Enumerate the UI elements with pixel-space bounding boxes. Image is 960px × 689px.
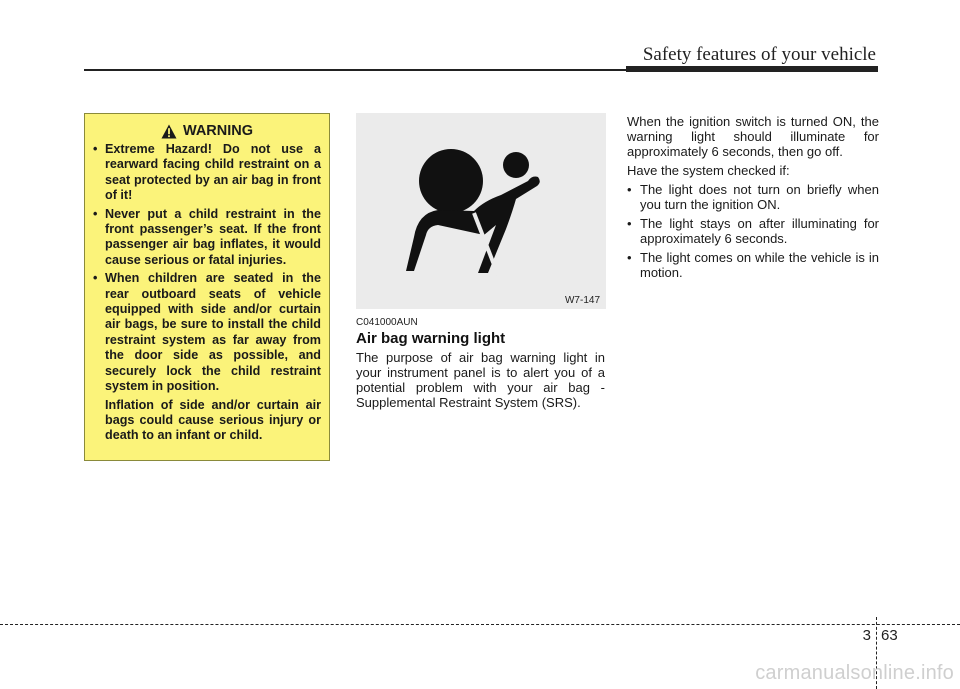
warning-list xyxy=(93,142,321,395)
page-number: 63 xyxy=(881,627,898,644)
warning-extra-text: Inflation of side and/or curtain air bags could cause serious injury or death to an infant or child. xyxy=(105,397,321,443)
airbag-figure xyxy=(356,113,606,309)
warning-box xyxy=(84,113,330,461)
warning-item: • Extreme Hazard! Do not use a rearward facing child restraint on a seat protected by an air bag in front of it! xyxy=(93,142,321,203)
check-list xyxy=(627,182,879,280)
section-code: C041000AUN xyxy=(356,317,418,328)
warning-item: • Never put a child restraint in the front passenger’s seat. If the front passenger air bag inflates, it would cause serious or fatal injuries. xyxy=(93,206,321,267)
section-body: The purpose of air bag warning light in your instrument panel is to alert you of a potential problem with your air bag - Supplemental Restraint System (SRS). xyxy=(356,350,605,410)
footer-rule xyxy=(0,624,960,625)
chapter-number: 3 xyxy=(862,627,871,644)
section-title: Air bag warning light xyxy=(356,330,506,347)
warning-item: • When children are seated in the rear outboard seats of vehicle equipped with side and/or curtain air bags, be sure to install the child restraint system as far away from the door side as possible, and securely lock the child restraint system in position. xyxy=(93,271,321,394)
warning-title: WARNING xyxy=(182,123,254,139)
warning-triangle-icon xyxy=(161,124,177,139)
airbag-warning-icon xyxy=(356,113,606,309)
ignition-intro: When the ignition switch is turned ON, the warning light should illuminate for approximately 6 seconds, then go off. xyxy=(627,114,879,159)
warning-heading xyxy=(93,123,321,139)
header-rule-accent xyxy=(626,66,878,72)
check-title: Have the system checked if: xyxy=(627,163,790,178)
page-header-title: Safety features of your vehicle xyxy=(642,44,876,65)
check-item: • The light stays on after illuminating for approximately 6 seconds. xyxy=(627,216,879,246)
watermark: carmanualsonline.info xyxy=(755,662,954,684)
check-item: • The light comes on while the vehicle is in motion. xyxy=(627,250,879,280)
figure-code: W7-147 xyxy=(564,295,600,306)
right-column xyxy=(627,114,879,284)
check-item: • The light does not turn on briefly when you turn the ignition ON. xyxy=(627,182,879,212)
